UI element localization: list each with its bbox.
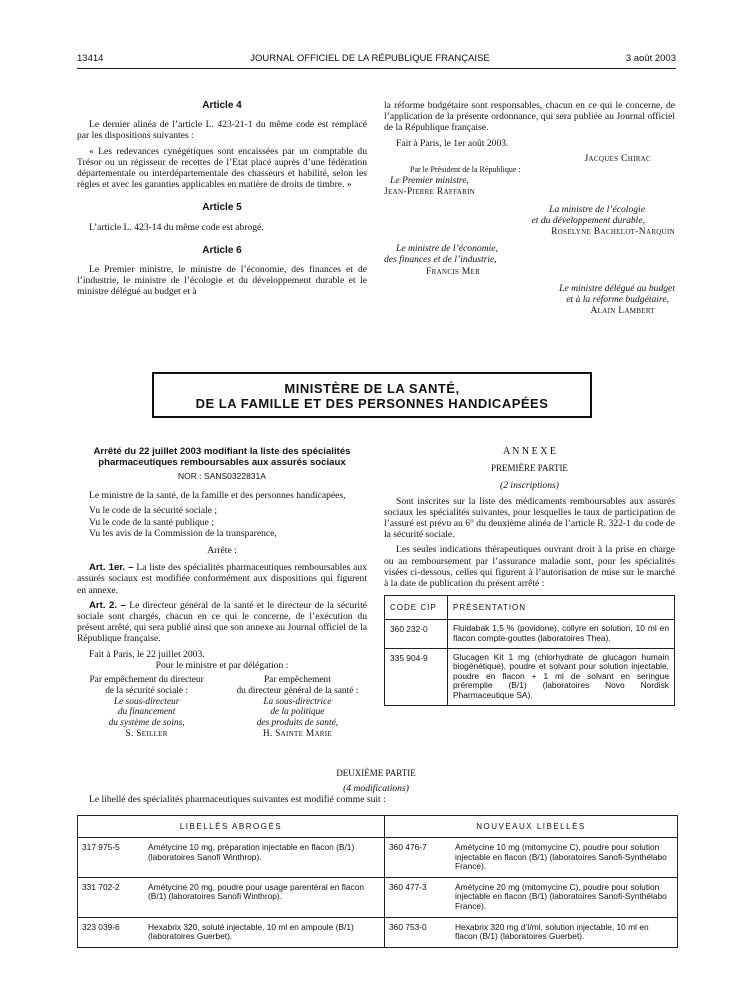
header-old-labels: LIBELLÉS ABROGÉS — [78, 816, 385, 838]
old-code: 323 039-6 — [78, 917, 145, 947]
old-code: 317 975-5 — [78, 838, 145, 878]
article-1-label: Art. 1er. – — [89, 562, 134, 574]
sig-left-line-3: Le sous-directeur — [113, 696, 180, 707]
cip-code: 360 232-0 — [385, 620, 448, 648]
sig-right-line-3: La sous-directrice — [263, 696, 332, 707]
sig-right-line-1: Par empêchement — [263, 675, 331, 686]
arrete-title: Arrêté du 22 juillet 2003 modifiant la liste des spécialités pharmaceutiques remboursables aux assurés sociaux — [93, 446, 351, 468]
old-code: 331 702-2 — [78, 877, 145, 917]
article-4-paragraph: Le dernier alinéa de l’article L. 423-21-1 du même code est remplacé par les dispositions suivantes : — [77, 119, 367, 142]
page-number: 13414 — [77, 53, 104, 64]
article-6-title: Article 6 — [202, 244, 242, 256]
header-new-labels: NOUVEAUX LIBELLÉS — [385, 816, 678, 838]
arrete-word: Arrête : — [207, 545, 237, 557]
part2-title: DEUXIÈME PARTIE — [336, 768, 416, 778]
header-presentation: PRÉSENTATION — [448, 596, 675, 620]
budget-name: Alain Lambert — [590, 305, 655, 317]
ministry-heading-box — [152, 372, 592, 418]
modifications-table — [77, 815, 678, 948]
table-row — [78, 838, 678, 878]
annexe-paragraph-1: Sont inscrites sur la liste des médicaments remboursables aux assurés sociaux les spécialités suivantes, pour lesquelles le taux de participation de l’assuré est prévu au 6° du deuxième alinéa de l’article R. 322-1 du code de la sécurité sociale. — [384, 495, 675, 541]
ordonnance-closing: la réforme budgétaire sont responsables, chacun en ce qui le concerne, de l’application de la présente ordonnance, qui sera publiée au Journal officiel de la République française. — [384, 100, 675, 134]
vu-3: Vu les avis de la Commission de la transparence, — [89, 527, 277, 539]
ecology-name: Roselyne Bachelot-Narquin — [551, 226, 675, 238]
article-4-title: Article 4 — [202, 100, 242, 111]
new-code: 360 753-0 — [385, 917, 452, 947]
nor-reference: NOR : SANS0322831A — [178, 471, 266, 481]
cip-code: 335 904-9 — [385, 648, 448, 705]
economy-title-1: Le ministre de l’économie, — [396, 243, 498, 255]
header-code-cip: CODE CIP — [385, 596, 448, 620]
par-le-president: Par le Président de la République : — [410, 165, 521, 175]
old-description: Amétycine 20 mg, poudre pour usage parentéral en flacon (B/1) (laboratoires Sanofi Winthrop). — [144, 877, 385, 917]
ministry-line-2: DE LA FAMILLE ET DES PERSONNES HANDICAPÉES — [195, 396, 549, 411]
presentation-text: Fluidabak 1,5 % (povidone), collyre en solution, 10 ml en flacon compte-gouttes (laboratoires Thea). — [448, 620, 675, 648]
right-column — [384, 100, 675, 316]
article-1 — [77, 562, 367, 596]
ministry-line-1: MINISTÈRE DE LA SANTÉ, — [284, 381, 460, 396]
annexe-paragraph-2: Les seules indications thérapeutiques ouvrant droit à la prise en charge ou au remboursement par l’assurance maladie sont, pour les spécialités visées ci-dessous, celles qui figurent à l’autorisation de mise sur le marché à la date de publication du présent arrêté : — [384, 544, 675, 590]
delegation-line: Pour le ministre et par délégation : — [155, 659, 289, 671]
sig-left-line-2: de la sécurité sociale : — [105, 685, 188, 696]
issue-date: 3 août 2003 — [625, 53, 676, 64]
sig-right-name: H. Sainte Marie — [262, 729, 332, 740]
sig-left-line-5: du système de soins, — [108, 718, 185, 729]
new-description: Amétycine 10 mg (mitomycine C), poudre pour solution injectable en flacon (B/1) (laboratoires Sanofi-Synthélabo France). — [451, 838, 678, 878]
table-row — [385, 648, 675, 705]
article-4-quote: « Les redevances cynégétiques sont encaissées par un comptable du Trésor ou un régisseur de recettes de l’Etat placé auprès d’une fédération départementale ou interdépartementale des chasseurs et habilité, selon les règles et avec les garanties applicables en matière de droits de timbre. » — [77, 145, 367, 191]
article-2-label: Art. 2. – — [89, 599, 126, 611]
left-column — [77, 100, 367, 302]
modifications-count: (4 modifications) — [343, 783, 409, 795]
inscriptions-table — [384, 595, 675, 705]
sig-left-line-4: du financement — [117, 707, 176, 718]
sig-left-name: S. Seiller — [125, 729, 168, 740]
economy-name: Francis Mer — [426, 265, 481, 277]
arrete-column — [77, 446, 367, 740]
old-description: Amétycine 10 mg, préparation injectable en flacon (B/1) (laboratoires Sanofi Winthrop). — [144, 838, 385, 878]
signatory-president: Jacques Chirac — [584, 152, 651, 164]
annexe-column — [384, 446, 675, 706]
annexe-title: A N N E X E — [502, 446, 557, 457]
sig-right-line-5: des produits de santé, — [256, 718, 339, 729]
part2-intro: Le libellé des spécialités pharmaceutiques suivantes est modifié comme suit : — [89, 794, 386, 806]
arrete-intro: Le ministre de la santé, de la famille et des personnes handicapées, — [89, 490, 346, 502]
article-2-text: Le directeur général de la santé et le directeur de la sécurité sociale sont chargés, chacun en ce qui le concerne, de l’exécution du présent arrêté, qui sera publié ainsi que son annexe au Journal officiel de la République française. — [77, 599, 367, 645]
sig-left-line-1: Par empêchement du directeur — [89, 675, 204, 686]
new-code: 360 477-3 — [385, 877, 452, 917]
budget-title-2: et à la réforme budgétaire, — [566, 294, 669, 306]
signature-right — [228, 675, 367, 740]
article-5-title: Article 5 — [202, 202, 242, 214]
part2-section — [77, 768, 675, 806]
vu-1: Vu le code de la sécurité sociale ; — [89, 505, 218, 517]
sig-right-line-4: de la politique — [270, 707, 325, 718]
pm-name: Jean-Pierre Raffarin — [384, 186, 476, 198]
article-5-paragraph: L’article L. 423-14 du même code est abrogé. — [89, 221, 264, 233]
article-6-paragraph: Le Premier ministre, le ministre de l’économie, des finances et de l’industrie, le ministre de l’écologie et du développement durable et le ministre délégué au budget et à — [77, 264, 367, 298]
sig-right-line-2: du directeur général de la santé : — [236, 685, 359, 696]
arrete-signing-date: Fait à Paris, le 22 juillet 2003. — [89, 648, 205, 660]
vu-2: Vu le code de la santé publique ; — [89, 516, 214, 528]
economy-title-2: des finances et de l’industrie, — [384, 254, 497, 266]
table-row — [78, 917, 678, 947]
table-row — [385, 620, 675, 648]
journal-title: JOURNAL OFFICIEL DE LA RÉPUBLIQUE FRANÇAISE — [250, 53, 490, 64]
signature-left — [77, 675, 216, 740]
new-description: Hexabrix 320 mg d’I/ml, solution injectable, 10 ml en flacon (B/1) (laboratoires Guerbet). — [451, 917, 678, 947]
ecology-title-1: La ministre de l’écologie — [549, 203, 645, 215]
header-rule — [77, 68, 676, 69]
pm-title: Le Premier ministre, — [390, 175, 469, 187]
signing-date: Fait à Paris, le 1er août 2003. — [396, 137, 509, 149]
article-1-text: La liste des spécialités pharmaceutiques remboursables aux assurés sociaux est modifiée conformément aux dispositions qui figurent en annexe. — [77, 562, 368, 596]
inscriptions-count: (2 inscriptions) — [500, 480, 559, 492]
new-code: 360 476-7 — [385, 838, 452, 878]
article-2 — [77, 600, 367, 645]
part1-title: PREMIÈRE PARTIE — [491, 463, 568, 474]
presentation-text: Glucagen Kit 1 mg (chlorhydrate de glucagon humain biogénétique), poudre et solvant pour solution injectable, poudre en flacon + 1 ml de solvant en seringue préremplie (B/1) (laboratoires Novo Nordisk Pharmaceutique SA). — [448, 648, 675, 705]
arrete-signatures — [77, 675, 367, 740]
table-row — [78, 877, 678, 917]
ecology-title-2: et du développement durable, — [531, 214, 645, 226]
new-description: Amétycine 20 mg (mitomycine C), poudre pour solution injectable en flacon (B/1) (laboratoires Sanofi-Synthélabo France). — [451, 877, 678, 917]
old-description: Hexabrix 320, soluté injectable, 10 ml en ampoule (B/1) (laboratoires Guerbet). — [144, 917, 385, 947]
budget-title-1: Le ministre délégué au budget — [559, 282, 675, 294]
